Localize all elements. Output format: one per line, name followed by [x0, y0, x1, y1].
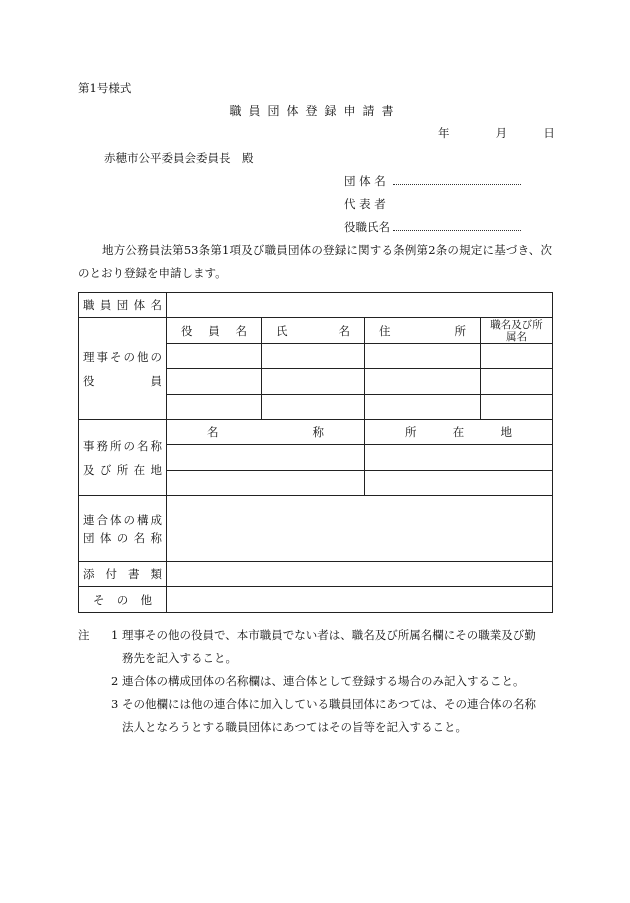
- note-item: [78, 693, 558, 739]
- other-field[interactable]: [167, 587, 553, 613]
- other-label: その他: [79, 587, 167, 613]
- applicant-group-row: [344, 173, 521, 189]
- officer-cell[interactable]: [365, 395, 481, 420]
- federation-label-line2: 団体の名称: [83, 530, 162, 545]
- note-text: 理事その他の役員で、本市職員でない者は、職名及び所属名欄にその職業及び勤: [122, 628, 536, 642]
- office-location-cell[interactable]: [365, 471, 553, 496]
- addressee: 赤穂市公平委員会委員長 殿: [104, 151, 254, 165]
- officer-cell[interactable]: [365, 369, 481, 395]
- federation-label-line1: 連合体の構成: [83, 512, 162, 527]
- office-label-line1: 事務所の名称: [83, 438, 162, 453]
- officer-cell[interactable]: [262, 395, 365, 420]
- table-row: [79, 420, 553, 445]
- applicant-title-name-field[interactable]: [393, 220, 521, 231]
- office-header-name: 名称: [167, 420, 365, 445]
- note-text: その他欄には他の連合体に加入している職員団体にあつては、その連合体の名称: [122, 697, 536, 711]
- note-text: 連合体の構成団体の名称欄は、連合体として登録する場合のみ記入すること。: [122, 674, 525, 688]
- date-year-label: 年: [438, 126, 450, 140]
- applicant-group-label: 団 体 名: [344, 174, 386, 188]
- applicant-rep-row: [344, 196, 393, 212]
- officer-cell[interactable]: [167, 395, 262, 420]
- office-location-cell[interactable]: [365, 445, 553, 471]
- notes-label: 注: [78, 628, 90, 642]
- officers-header-role: 役員名: [167, 318, 262, 344]
- form-number: 第1号様式: [78, 81, 132, 95]
- date-month-label: 月: [495, 126, 508, 140]
- attachments-label: 添付書類: [79, 562, 167, 587]
- federation-label: [79, 496, 167, 562]
- office-name-cell[interactable]: [167, 471, 365, 496]
- applicant-title-name-label: 役職氏名: [344, 220, 390, 234]
- officer-cell[interactable]: [481, 395, 553, 420]
- table-row: [79, 562, 553, 587]
- officer-cell[interactable]: [481, 369, 553, 395]
- applicant-group-field[interactable]: [393, 174, 521, 185]
- form-title: 職員団体登録申請書: [229, 104, 401, 118]
- officer-cell[interactable]: [262, 369, 365, 395]
- officers-label-line1: 理事その他の: [83, 349, 162, 364]
- office-label: [79, 420, 167, 496]
- applicant-title-name-row: [344, 219, 521, 235]
- note-text-cont: 務先を記入すること。: [122, 651, 237, 665]
- table-row: [79, 496, 553, 562]
- attachments-field[interactable]: [167, 562, 553, 587]
- table-row: [79, 587, 553, 613]
- office-label-line2: 及び所在地: [83, 462, 162, 477]
- group-name-field[interactable]: [167, 293, 553, 318]
- affiliation-line2: 属名: [506, 330, 527, 343]
- officers-header-address: 住所: [365, 318, 481, 344]
- note-number: 2: [111, 674, 119, 688]
- officers-label-line2: 役員: [83, 373, 162, 388]
- officers-header-name: 氏名: [262, 318, 365, 344]
- intro-text: 地方公務員法第53条第1項及び職員団体の登録に関する条例第2条の規定に基づき、次のとおり登録を申請します。: [78, 243, 552, 280]
- officer-cell[interactable]: [167, 344, 262, 369]
- affiliation-line1: 職名及び所: [490, 318, 543, 331]
- notes: [78, 624, 558, 739]
- note-number: 3: [111, 697, 119, 711]
- note-number: 1: [111, 628, 119, 642]
- officers-label: [79, 318, 167, 420]
- registration-table: [78, 292, 553, 613]
- date-line: [438, 125, 555, 141]
- table-row: [79, 293, 553, 318]
- office-name-cell[interactable]: [167, 445, 365, 471]
- federation-field[interactable]: [167, 496, 553, 562]
- officers-header-affiliation: [481, 318, 553, 344]
- note-item: [78, 624, 558, 670]
- group-name-label: 職員団体名: [79, 293, 167, 318]
- applicant-rep-label: 代 表 者: [344, 197, 386, 211]
- note-text-cont: 法人となろうとする職員団体にあつてはその旨等を記入すること。: [122, 720, 467, 734]
- note-item: [78, 670, 558, 693]
- officer-cell[interactable]: [167, 369, 262, 395]
- officer-cell[interactable]: [365, 344, 481, 369]
- table-row: [79, 318, 553, 344]
- office-header-location: 所在地: [365, 420, 553, 445]
- officer-cell[interactable]: [481, 344, 553, 369]
- date-day-label: 日: [543, 126, 555, 140]
- officer-cell[interactable]: [262, 344, 365, 369]
